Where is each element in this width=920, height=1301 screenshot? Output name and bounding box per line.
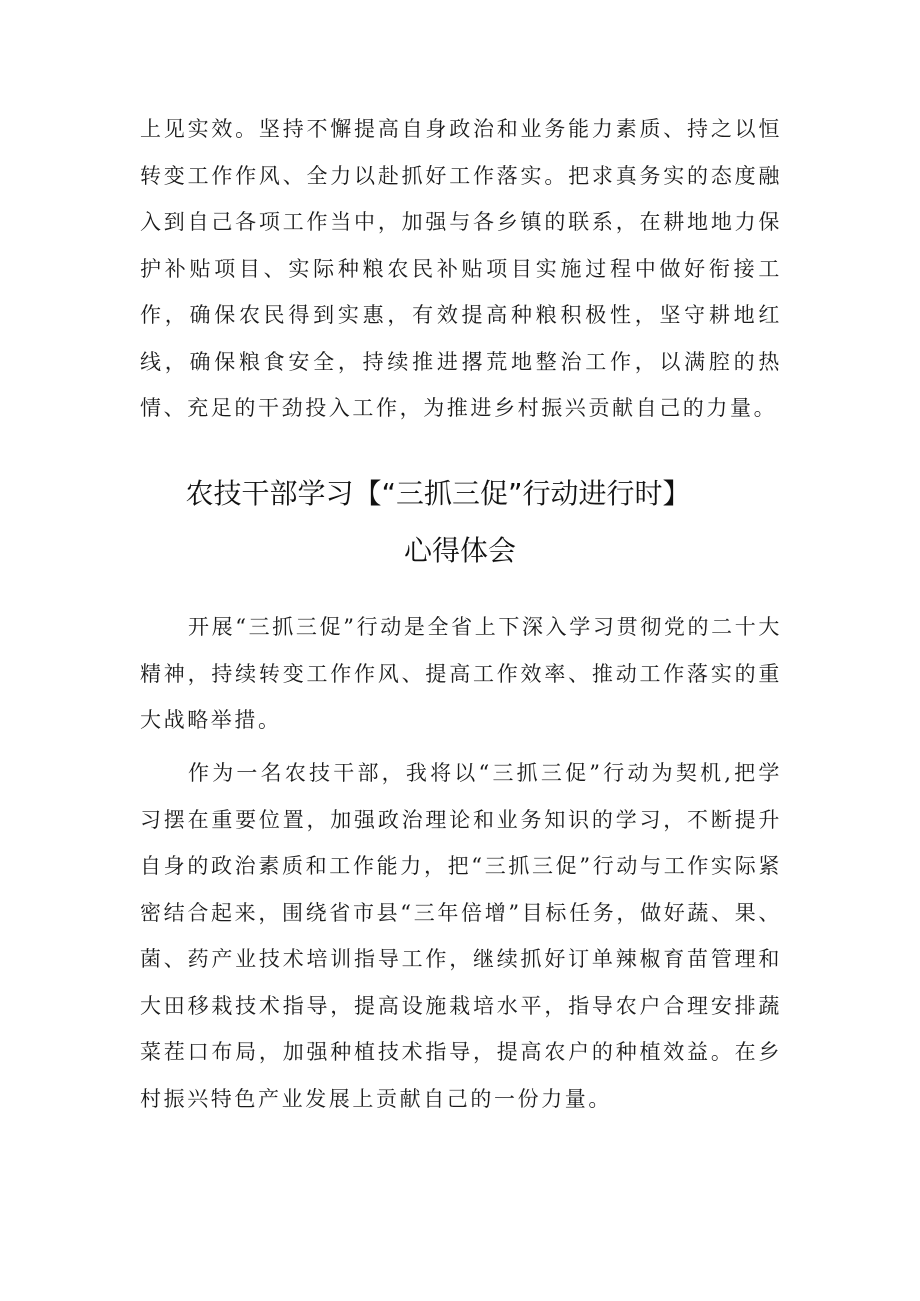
body-paragraph-2: 作为一名农技干部，我将以“三抓三促”行动为契机,把学习摆在重要位置，加强政治理论和业务知识的学习，不断提升自身的政治素质和工作能力，把“三抓三促”行动与工作实际紧密结合起来，围绕省市县“三年倍增”目标任务，做好蔬、果、菌、药产业技术培训指导工作，继续抓好订单辣椒育苗管理和大田移栽技术指导，提高设施栽培水平，指导农户合理安排蔬菜茬口布局，加强种植技术指导，提高农户的种植效益。在乡村振兴特色产业发展上贡献自己的一份力量。	[140, 761, 782, 1111]
document-title-line-2: 心得体会	[403, 534, 516, 567]
intro-paragraph: 上见实效。坚持不懈提高自身政治和业务能力素质、持之以恒转变工作作风、全力以赴抓好工作落实。把求真务实的态度融入到自己各项工作当中，加强与各乡镇的联系，在耕地地力保护补贴项目、实际种粮农民补贴项目实施过程中做好衔接工作，确保农民得到实惠，有效提高种粮积极性，坚守耕地红线，确保粮食安全，持续推进撂荒地整治工作，以满腔的热情、充足的干劲投入工作，为推进乡村振兴贡献自己的力量。	[140, 117, 782, 420]
body-paragraph-1: 开展“三抓三促”行动是全省上下深入学习贯彻党的二十大精神，持续转变工作作风、提高工作效率、推动工作落实的重大战略举措。	[140, 615, 782, 732]
document-title-line-1: 农技干部学习【“三抓三促”行动进行时】	[185, 477, 691, 510]
